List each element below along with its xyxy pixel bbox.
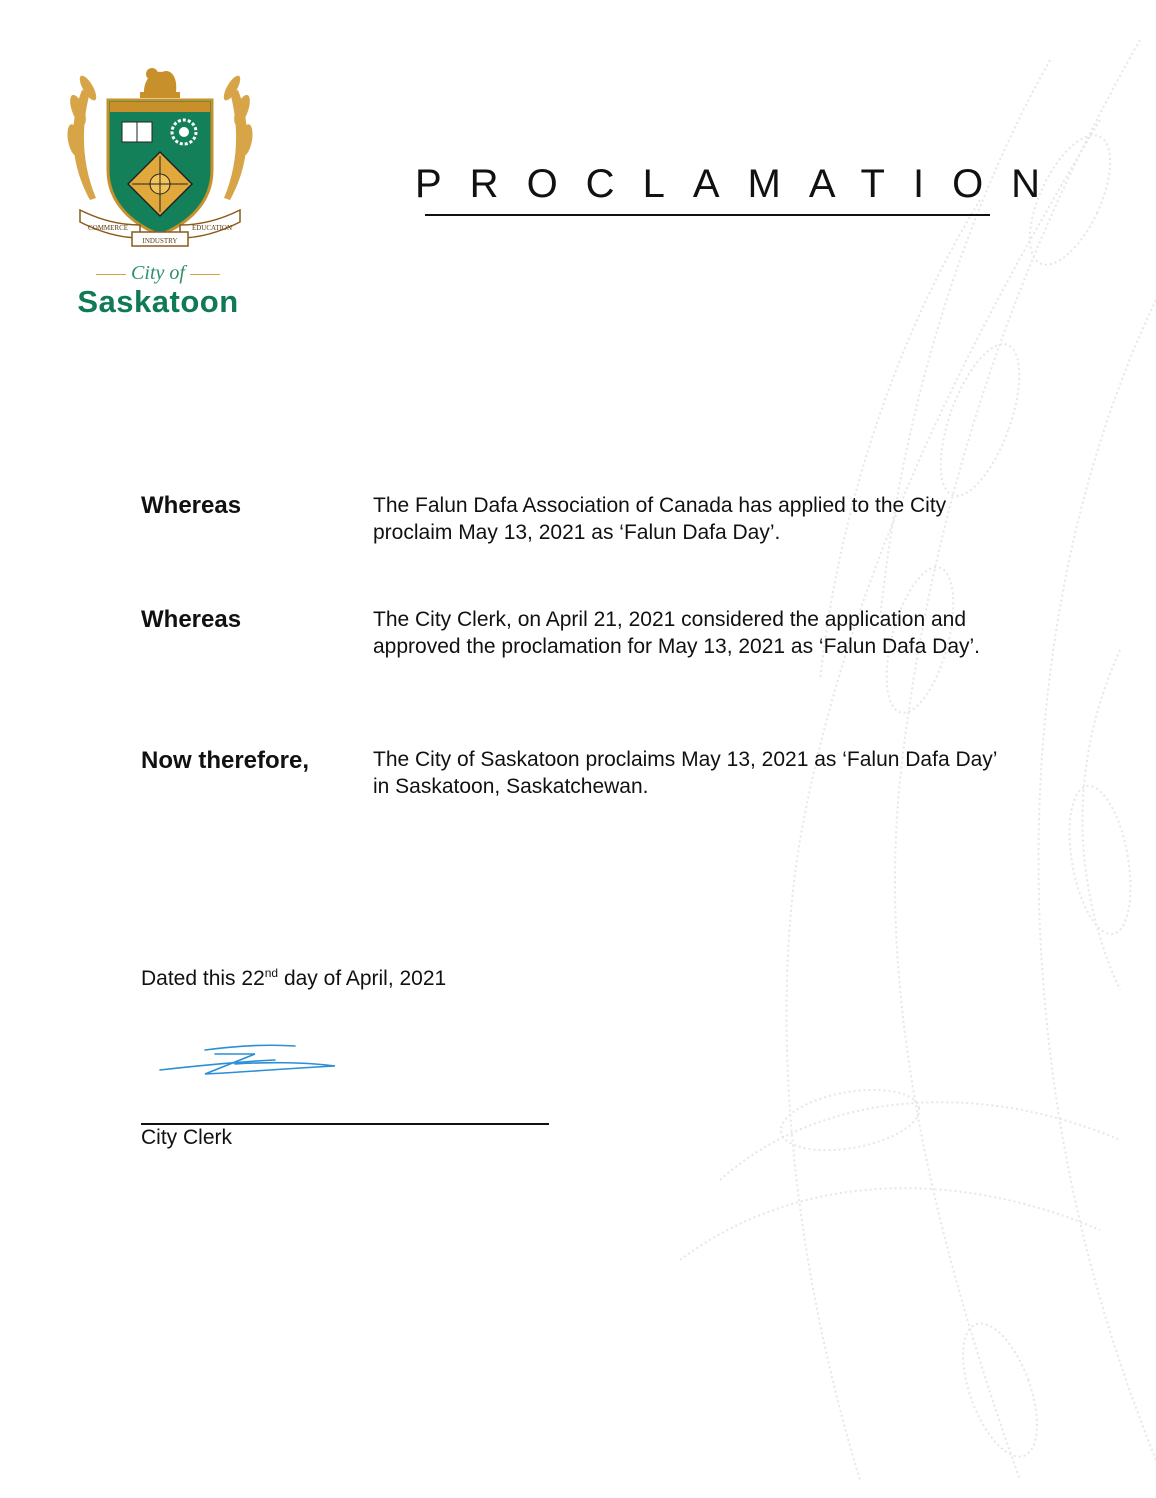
dated-prefix: Dated this 22 bbox=[141, 967, 265, 990]
page-title: PROCLAMATION bbox=[415, 162, 1069, 206]
scroll-text-industry: INDUSTRY bbox=[142, 237, 178, 245]
clause-label: Whereas bbox=[141, 606, 242, 633]
clause-text: The City of Saskatoon proclaims May 13, 2021 as ‘Falun Dafa Day’ in Saskatoon, Saskatchewan. bbox=[373, 748, 997, 798]
dated-rest: day of April, 2021 bbox=[278, 967, 447, 990]
clause-label: Now therefore, bbox=[141, 747, 310, 774]
scroll-text-education: EDUCATION bbox=[191, 224, 233, 232]
clause-text: The Falun Dafa Association of Canada has applied to the City proclaim May 13, 2021 as ‘Falun Dafa Day’. bbox=[373, 494, 947, 544]
clause-label: Whereas bbox=[141, 492, 242, 519]
logo-city-of bbox=[62, 262, 254, 285]
signature-line bbox=[141, 1123, 549, 1125]
dated-ordinal: nd bbox=[264, 966, 279, 980]
city-crest-logo bbox=[60, 60, 260, 250]
dated-line bbox=[141, 966, 446, 991]
scroll-text-commerce: COMMERCE bbox=[87, 224, 129, 232]
clause-text: The City Clerk, on April 21, 2021 considered the application and approved the proclamation for May 13, 2021 as ‘Falun Dafa Day’. bbox=[373, 608, 981, 658]
title-underline bbox=[425, 214, 990, 216]
signature-label: City Clerk bbox=[141, 1126, 233, 1149]
logo-city-of-text: City of bbox=[131, 262, 185, 284]
handwritten-signature bbox=[155, 1040, 345, 1082]
logo-saskatoon: Saskatoon bbox=[77, 284, 239, 319]
